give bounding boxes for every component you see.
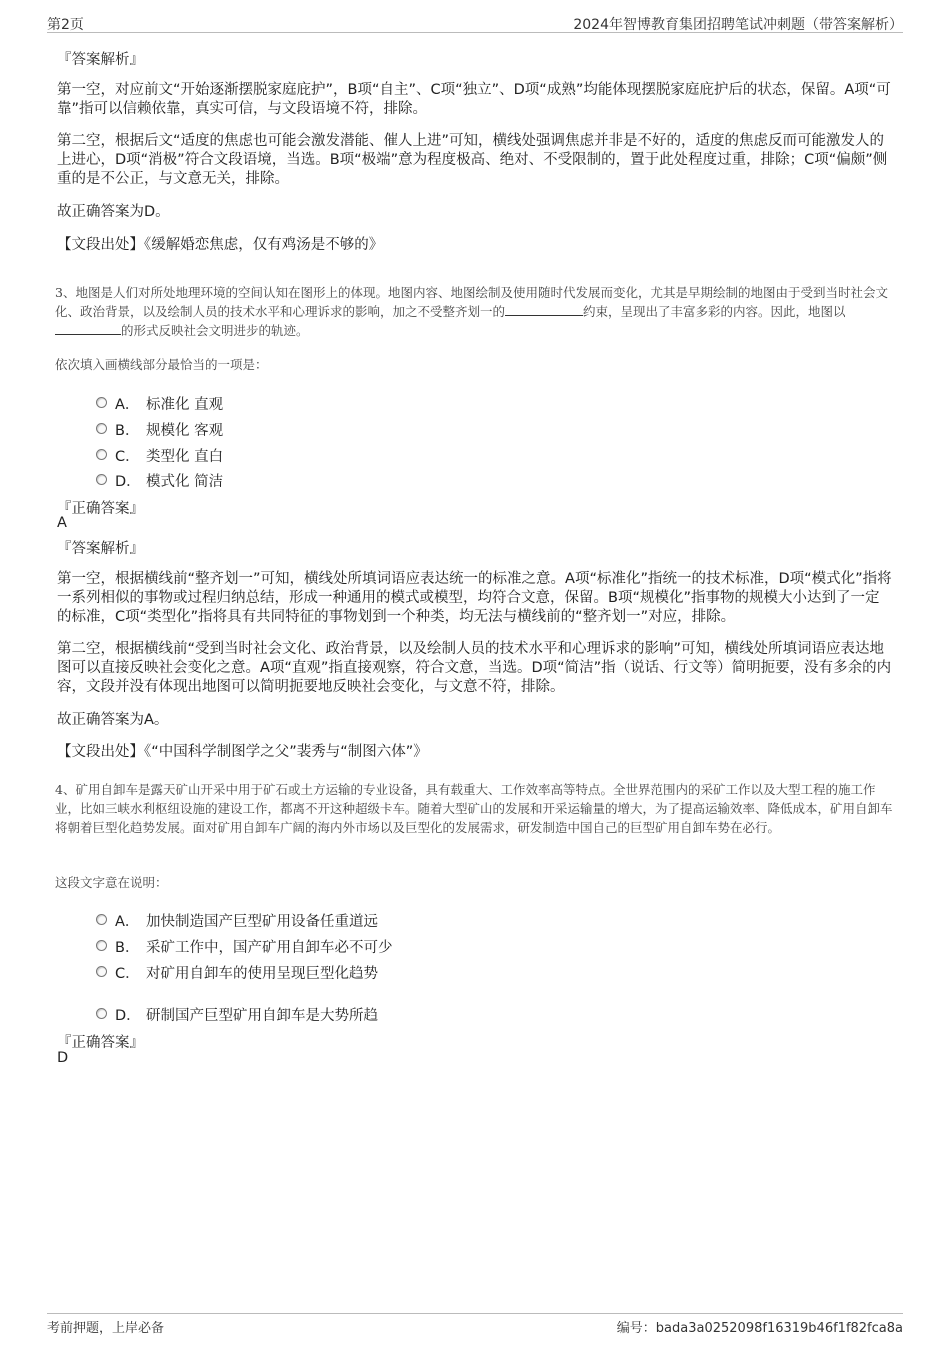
- page-header: [47, 12, 903, 33]
- q3-answer: A: [57, 515, 67, 531]
- q2-analysis-p1: 第一空，对应前文“开始逐渐摆脱家庭庇护”，B项“自主”、C项“独立”、D项“成熟”均能体现摆脱家庭庇护后的状态，保留。A项“可靠”指可以信赖依靠，真实可信，与文段语境不符，排除。: [57, 82, 891, 117]
- q3-analysis-p2: 第二空，根据横线前“受到当时社会文化、政治背景，以及绘制人员的技术水平和心理诉求的影响”可知，横线处所填词语应表达地图可以直接反映社会变化之意。A项“直观”指直接观察，符合文意，当选。D项“简洁”指（说话、行文等）简明扼要，没有多余的内容，文段并没有体现出地图可以简明扼要地反映社会变化，与文意不符，排除。: [57, 641, 892, 695]
- q3-blank-1: [505, 303, 583, 316]
- q3-blank-2: [55, 322, 121, 335]
- radio-icon[interactable]: [96, 397, 107, 408]
- q3-conclusion: 故正确答案为A。: [57, 712, 169, 728]
- q3-stem-part3: 的形式反映社会文明进步的轨迹。: [121, 323, 309, 338]
- q4-answer: D: [57, 1050, 69, 1066]
- q3-stem-part2: 约束，呈现出了丰富多彩的内容。因此，地图以: [583, 304, 846, 319]
- q3-analysis-p1: 第一空，根据横线前“整齐划一”可知，横线处所填词语应表达统一的标准之意。A项“标准化”指统一的技术标准，D项“模式化”指将一系列相似的事物或过程归纳总结，形成一种通用的模式或模型，均符合文意，保留。B项“规模化”指事物的规模大小达到了一定的标准，C项“类型化”指将具有共同特征的事物划到一个种类，均无法与横线前的“整齐划一”对应，排除。: [57, 571, 892, 625]
- q3-stem: [55, 283, 895, 340]
- document-title: 2024年智博教育集团招聘笔试冲刺题（带答案解析）: [573, 17, 903, 33]
- document-code: 编号：bada3a0252098f16319b46f1f82fca8a: [616, 1321, 903, 1336]
- q2-analysis-p2: 第二空，根据后文“适度的焦虑也可能会激发潜能、催人上进”可知，横线处强调焦虑并非是不好的，适度的焦虑反而可能激发人的上进心，D项“消极”符合文段语境，当选。B项“极端”意为程度极高、绝对、不受限制的，置于此处程度过重，排除；C项“偏颇”侧重的是不公正，与文意无关，排除。: [57, 133, 888, 187]
- q3-answer-label: 『正确答案』: [57, 501, 144, 517]
- q3-analysis-label: 『答案解析』: [57, 541, 144, 557]
- q2-conclusion: 故正确答案为D。: [57, 204, 170, 220]
- q4-prompt: 这段文字意在说明：: [55, 875, 168, 890]
- radio-icon[interactable]: [96, 423, 107, 434]
- page-number: 第2页: [47, 17, 84, 33]
- q3-source: 【文段出处】《“中国科学制图学之父”裴秀与“制图六体”》: [57, 744, 428, 760]
- radio-icon[interactable]: [96, 966, 107, 977]
- radio-icon[interactable]: [96, 914, 107, 925]
- radio-icon[interactable]: [96, 940, 107, 951]
- page-footer: [47, 1313, 903, 1336]
- q4-stem: 4、矿用自卸车是露天矿山开采中用于矿石或土方运输的专业设备，具有载重大、工作效率高等特点。全世界范围内的采矿工作以及大型工程的施工作业，比如三峡水利枢纽设施的建设工作，都离不开这种超级卡车。随着大型矿山的发展和开采运输量的增大，为了提高运输效率、降低成本，矿用自卸车将朝着巨型化趋势发展。面对矿用自卸车广阔的海内外市场以及巨型化的发展需求，研发制造中国自己的巨型矿用自卸车势在必行。: [55, 782, 893, 835]
- q4-answer-label: 『正确答案』: [57, 1035, 144, 1051]
- footer-slogan: 考前押题，上岸必备: [47, 1321, 165, 1336]
- q3-prompt: 依次填入画横线部分最恰当的一项是：: [55, 357, 268, 372]
- q3-stem-part1: 3、地图是人们对所处地理环境的空间认知在图形上的体现。地图内容、地图绘制及使用随时代发展而变化，尤其是早期绘制的地图由于受到当时社会文化、政治背景，以及绘制人员的技术水平和心理诉求的影响，加之不受整齐划一的: [55, 285, 888, 319]
- radio-icon[interactable]: [96, 449, 107, 460]
- radio-icon[interactable]: [96, 1008, 107, 1019]
- radio-icon[interactable]: [96, 474, 107, 485]
- q2-source: 【文段出处】《缓解婚恋焦虑，仅有鸡汤是不够的》: [57, 237, 384, 253]
- q2-analysis-label: 『答案解析』: [57, 52, 144, 68]
